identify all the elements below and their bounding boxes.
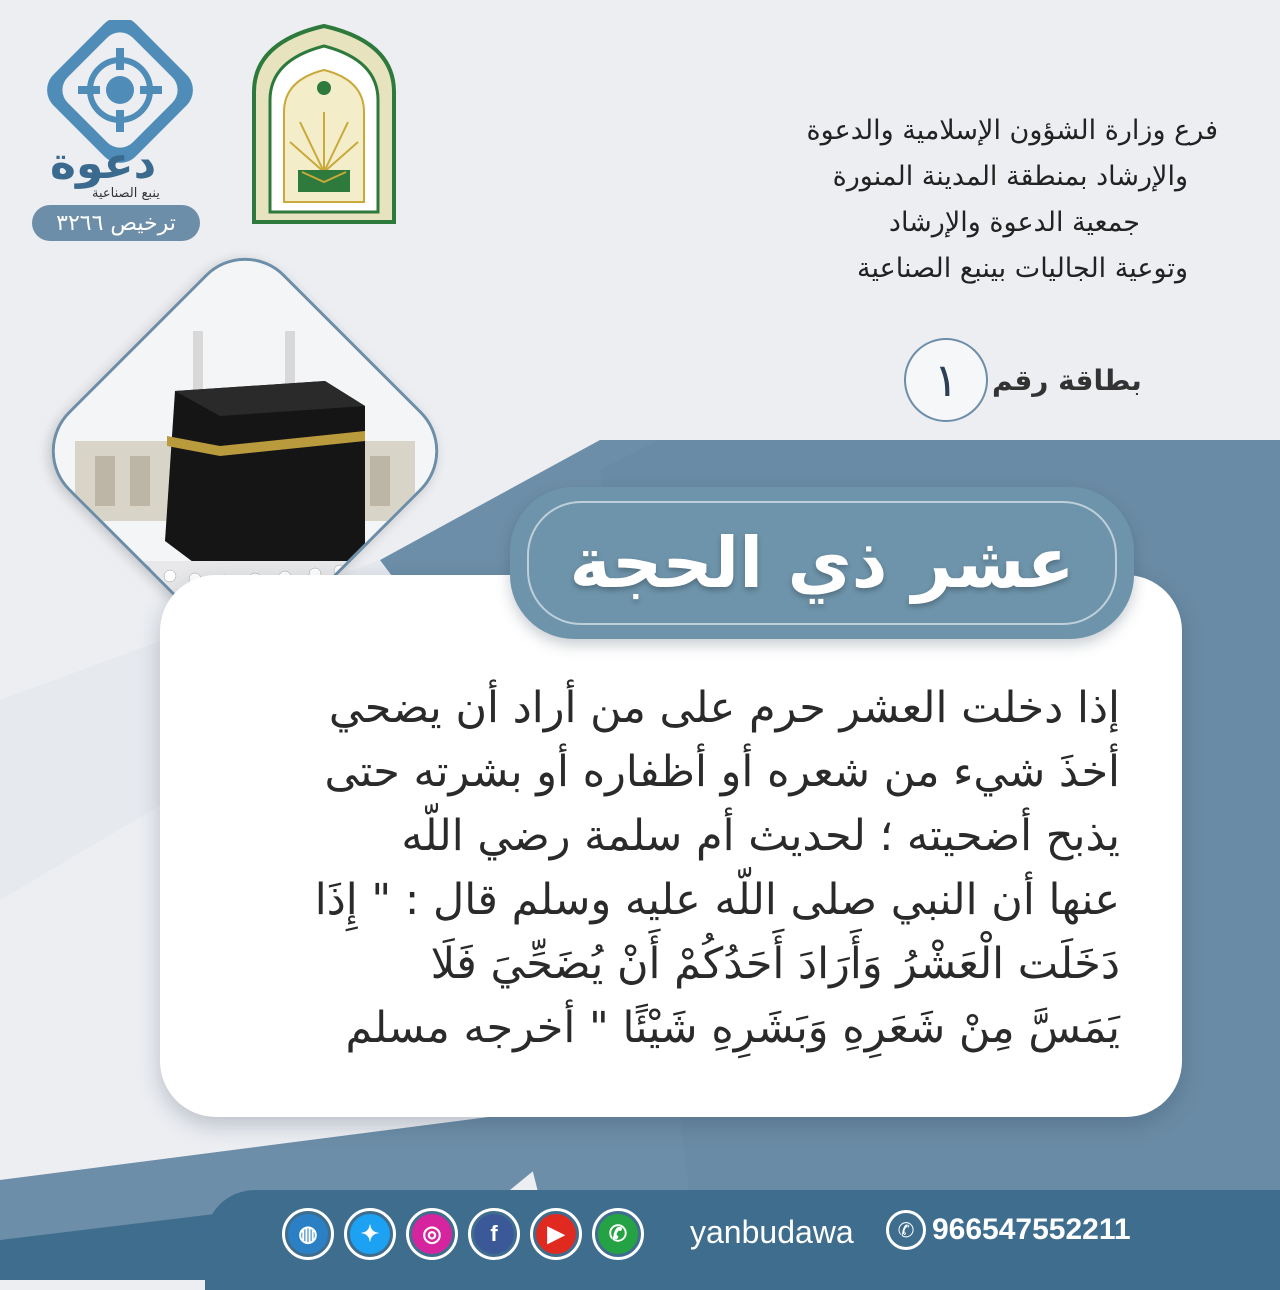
association-name: دعوة	[50, 138, 157, 189]
whatsapp-icon-glyph: ✆	[598, 1214, 638, 1254]
card-title: عشر ذي الحجة	[527, 501, 1117, 625]
body-line-2: أخذَ شيء من شعره أو أظفاره أو بشرته حتى	[324, 747, 1120, 797]
card-number-badge: ١	[904, 338, 988, 422]
title-banner	[510, 487, 1134, 639]
phone-number: 966547552211	[932, 1213, 1131, 1246]
youtube-icon[interactable]	[530, 1208, 582, 1260]
body-line-4: عنها أن النبي صلى اللّه عليه وسلم قال : " إِذَا	[314, 875, 1120, 925]
website-icon-glyph: ◍	[288, 1214, 328, 1254]
body-line-6: يَمَسَّ مِنْ شَعَرِهِ وَبَشَرِهِ شَيْئًا " أخرجه مسلم	[345, 1003, 1120, 1053]
whatsapp-phone-icon: ✆	[886, 1210, 926, 1250]
association-subtitle: ينبع الصناعية	[92, 186, 160, 201]
instagram-icon[interactable]	[406, 1208, 458, 1260]
body-line-3: يذبح أضحيته ؛ لحديث أم سلمة رضي اللّه	[401, 811, 1120, 861]
org-line-1: فرع وزارة الشؤون الإسلامية والدعوة	[806, 115, 1218, 146]
organization-header	[658, 108, 1218, 292]
facebook-icon-glyph: f	[474, 1214, 514, 1254]
twitter-icon[interactable]	[344, 1208, 396, 1260]
phone-contact[interactable]	[886, 1210, 1131, 1250]
website-icon[interactable]	[282, 1208, 334, 1260]
twitter-icon-glyph: ✦	[350, 1214, 390, 1254]
body-line-1: إذا دخلت العشر حرم على من أراد أن يضحي	[328, 683, 1120, 733]
org-line-3: جمعية الدعوة والإرشاد	[888, 207, 1140, 238]
youtube-icon-glyph: ▶	[536, 1214, 576, 1254]
license-badge: ترخيص ٣٢٦٦	[32, 205, 200, 241]
org-line-4: وتوعية الجاليات بينبع الصناعية	[857, 253, 1188, 284]
card-body-text	[200, 676, 1120, 1060]
body-line-5: دَخَلَت الْعَشْرُ وَأَرَادَ أَحَدُكُمْ أَنْ يُضَحِّيَ فَلَا	[430, 939, 1120, 989]
social-handle[interactable]: yanbudawa	[690, 1214, 854, 1250]
instagram-icon-glyph: ◎	[412, 1214, 452, 1254]
facebook-icon[interactable]	[468, 1208, 520, 1260]
social-icons-row	[282, 1208, 644, 1264]
ministry-emblem-icon	[244, 22, 404, 227]
card-number-label: بطاقة رقم	[992, 364, 1142, 397]
org-line-2: والإرشاد بمنطقة المدينة المنورة	[832, 161, 1188, 192]
whatsapp-icon[interactable]	[592, 1208, 644, 1260]
